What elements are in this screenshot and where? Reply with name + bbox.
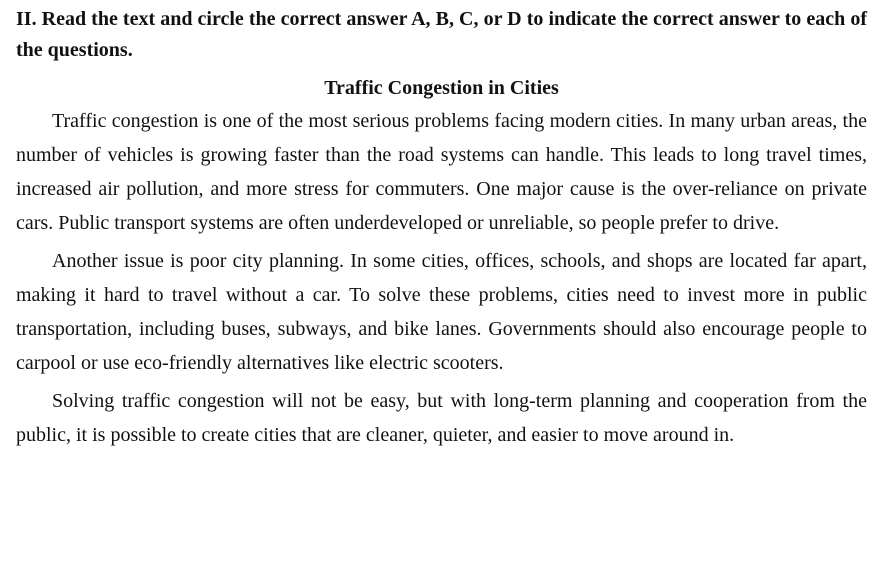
article-paragraph-2: Another issue is poor city planning. In some cities, offices, schools, and shops are located far apart, making it hard to travel without a car. To solve these problems, cities need to invest more in public transportation, including buses, subways, and bike lanes. Governments should also encourage people to carpool or use eco-friendly alternatives like electric scooters. — [16, 250, 867, 374]
exercise-instruction: II. Read the text and circle the correct answer A, B, C, or D to indicate the correct answer to each of the questions. — [16, 8, 867, 61]
article-paragraph-1: Traffic congestion is one of the most serious problems facing modern cities. In many urban areas, the number of vehicles is growing faster than the road systems can handle. This leads to long travel times, increased air pollution, and more stress for commuters. One major cause is the over-reliance on private cars. Public transport systems are often underdeveloped or unreliable, so people prefer to drive. — [16, 110, 867, 234]
article-title: Traffic Congestion in Cities — [324, 77, 559, 99]
document-page — [16, 4, 867, 452]
article-paragraph-3: Solving traffic congestion will not be easy, but with long-term planning and cooperation from the public, it is possible to create cities that are cleaner, quieter, and easier to move around in. — [16, 390, 867, 446]
